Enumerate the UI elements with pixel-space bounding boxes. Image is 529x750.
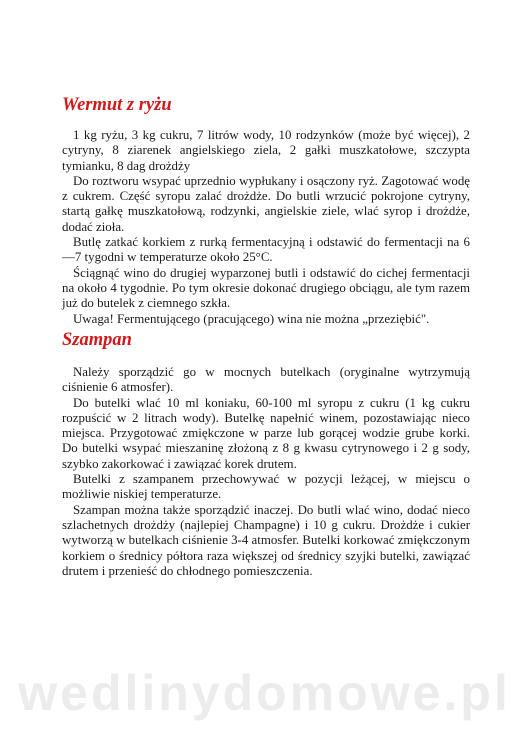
instruction-paragraph: Należy sporządzić go w mocnych butelkach (oryginalne wytrzymują ciśnienie 6 atmosfer).	[62, 365, 470, 395]
instruction-paragraph: Do roztworu wsypać uprzednio wypłukany i osączony ryż. Zagotować wodę z cukrem. Część syropu zalać drożdże. Do butli wrzucić pokrojone cytryny, startą gałkę muszkatołową, rodzynki, angielskie ziele, wlać syrop i drożdże, dodać zioła.	[62, 173, 470, 234]
recipe-wermut	[62, 94, 470, 327]
watermark: wedlinydomowe.pl	[18, 665, 511, 721]
instruction-paragraph: Ściągnąć wino do drugiej wyparzonej butli i odstawić do cichej fermentacji na około 4 tygodnie. Po tym okresie dokonać drugiego obciągu, ale tym razem już do butelek z ciemnego szkła.	[62, 265, 470, 311]
instruction-paragraph: Butelki z szampanem przechowywać w pozycji leżącej, w miejscu o możliwie niskiej temperaturze.	[62, 472, 470, 502]
instruction-paragraph: Do butelki wlać 10 ml koniaku, 60-100 ml syropu z cukru (1 kg cukru rozpuścić w 2 litrach wody). Butelkę napełnić winem, pozostawiając nieco miejsca. Przygotować zmiękczone w parze lub gorącej wodzie grube korki. Do butelki wsypać mieszaninę złożoną z 8 g kwasu cytrynowego i 2 g sody, szybko zakorkować i zawiązać korek drutem.	[62, 395, 470, 471]
recipe-title: Wermut z ryżu	[62, 95, 172, 115]
recipe-szampan	[62, 329, 470, 579]
instruction-paragraph: Szampan można także sporządzić inaczej. Do butli wlać wino, dodać nieco szlachetnych drożdży (najlepiej Champagne) i 10 g cukru. Drożdże i cukier wytworzą w butelkach ciśnienie 3-4 atmosfer. Butelki korkować zmiękczonym korkiem o średnicy półtora raza większej od średnicy szyjki butelki, zawiązać drutem i przenieść do chłodnego pomieszczenia.	[62, 502, 470, 578]
instruction-paragraph: Butlę zatkać korkiem z rurką fermentacyjną i odstawić do fermentacji na 6—7 tygodni w temperaturze około 25°C.	[62, 235, 470, 265]
note-paragraph: Uwaga! Fermentującego (pracującego) wina nie można „przeziębić".	[73, 311, 430, 326]
recipe-title: Szampan	[62, 330, 132, 350]
ingredients-paragraph: 1 kg ryżu, 3 kg cukru, 7 litrów wody, 10 rodzynków (może być więcej), 2 cytryny, 8 ziarenek angielskiego ziela, 2 gałki muszkatołowe, szczypta tymianku, 8 dag drożdży	[62, 128, 470, 173]
